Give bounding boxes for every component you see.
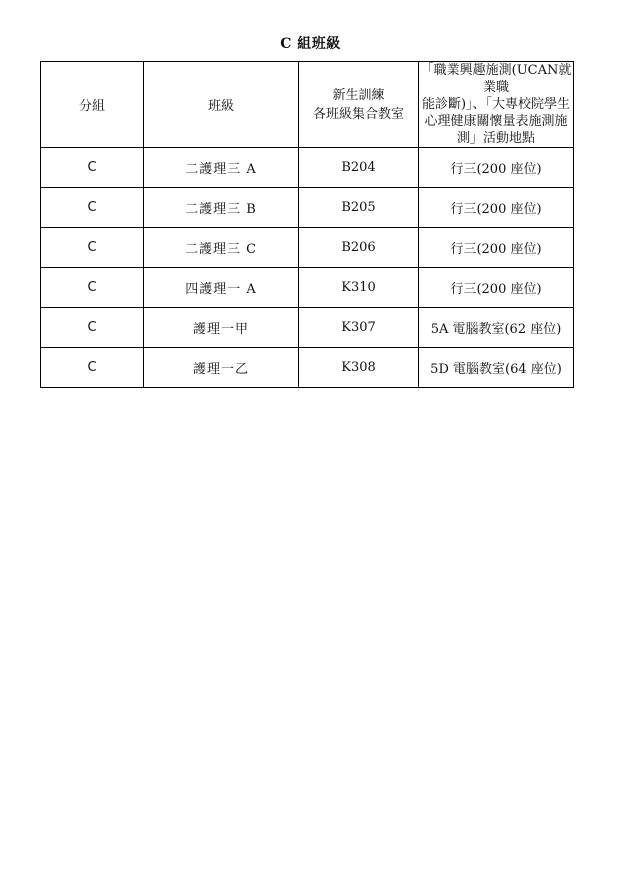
venue-cell: 行三(200 座位) <box>419 148 574 188</box>
group-cell: C <box>41 148 144 188</box>
class-cell: 護理一甲 <box>144 308 299 348</box>
group-cell: C <box>41 228 144 268</box>
header-class: 班級 <box>144 62 299 148</box>
venue-cell: 行三(200 座位) <box>419 268 574 308</box>
room-cell: B205 <box>299 188 419 228</box>
table-row <box>41 268 574 308</box>
header-orientation-line2: 各班級集合教室 <box>312 106 404 122</box>
table-row <box>41 148 574 188</box>
class-cell: 護理一乙 <box>144 348 299 388</box>
header-activity-line3: 心理健康關懷量表施測施 <box>424 114 568 129</box>
table-row <box>41 308 574 348</box>
class-cell: 二護理三 C <box>144 228 299 268</box>
header-activity-line4: 測」活動地點 <box>456 131 535 146</box>
room-cell: K310 <box>299 268 419 308</box>
class-cell: 二護理三 A <box>144 148 299 188</box>
room-cell: B206 <box>299 228 419 268</box>
header-activity-line1: 「職業興趣施測(UCAN就業職 <box>420 63 572 95</box>
venue-cell: 行三(200 座位) <box>419 228 574 268</box>
table-row <box>41 228 574 268</box>
room-cell: K307 <box>299 308 419 348</box>
group-cell: C <box>41 188 144 228</box>
venue-cell: 5D 電腦教室(64 座位) <box>419 348 574 388</box>
header-group: 分組 <box>41 62 144 148</box>
venue-cell: 行三(200 座位) <box>419 188 574 228</box>
class-cell: 四護理一 A <box>144 268 299 308</box>
header-orientation-line1: 新生訓練 <box>332 87 385 103</box>
group-cell: C <box>41 348 144 388</box>
class-assignment-table <box>40 61 574 388</box>
header-activity-venue <box>419 62 574 148</box>
room-cell: K308 <box>299 348 419 388</box>
page-title: C 組班級 <box>280 36 341 52</box>
venue-cell: 5A 電腦教室(62 座位) <box>419 308 574 348</box>
table-row <box>41 188 574 228</box>
header-orientation-room <box>299 62 419 148</box>
group-cell: C <box>41 268 144 308</box>
table-header-row <box>41 62 574 148</box>
class-cell: 二護理三 B <box>144 188 299 228</box>
table-row <box>41 348 574 388</box>
header-activity-line2: 能診斷)」、「大專校院學生 <box>421 97 571 112</box>
group-cell: C <box>41 308 144 348</box>
room-cell: B204 <box>299 148 419 188</box>
